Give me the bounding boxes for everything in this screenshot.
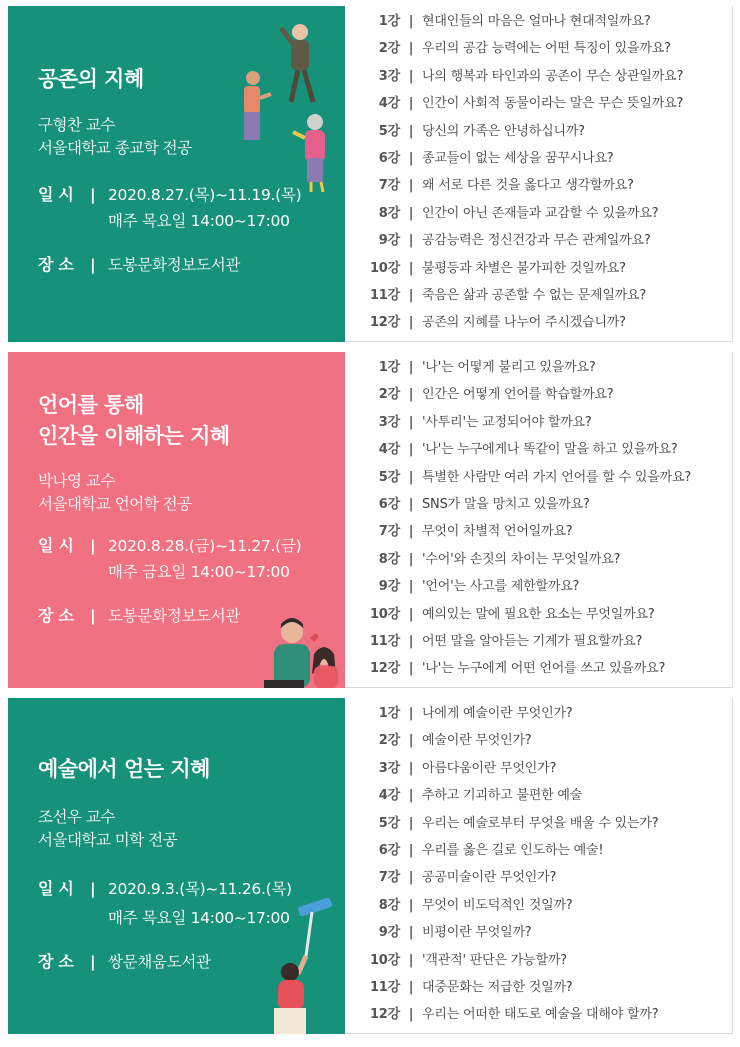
schedule-time: 매주 목요일 14:00~17:00 (108, 909, 290, 927)
lecture-topic: 우리를 옳은 길로 인도하는 예술! (422, 843, 604, 858)
professor-info (38, 806, 177, 852)
separator: | (408, 205, 414, 221)
course-info-panel (8, 6, 345, 342)
lecture-item (345, 200, 732, 227)
separator: | (408, 760, 414, 776)
lecture-number: 3강 (378, 414, 400, 430)
separator: | (408, 952, 414, 968)
lecture-topic: 무엇이 차별적 언어일까요? (422, 524, 573, 540)
lecture-number: 2강 (378, 387, 400, 403)
parent-child-illustration (258, 614, 345, 688)
lecture-number: 6강 (378, 497, 400, 512)
separator: | (408, 925, 414, 941)
professor-affiliation: 서울대학교 언어학 전공 (38, 495, 192, 513)
separator: | (408, 788, 414, 804)
lecture-topic: 무엇이 비도덕적인 것일까? (422, 897, 573, 913)
separator: | (408, 233, 414, 249)
separator: | (408, 360, 414, 375)
lecture-item (345, 810, 732, 837)
course-info-panel (8, 352, 345, 688)
title-line: 예술에서 얻는 지혜 (38, 757, 210, 781)
course-title (38, 390, 230, 452)
separator: | (408, 843, 414, 858)
lecture-number: 4강 (378, 96, 400, 112)
lecture-topic: 공공미술이란 무엇인가? (422, 870, 557, 886)
lecture-number: 11강 (369, 634, 400, 649)
lecture-number: 11강 (369, 288, 400, 303)
lecture-topic: 왜 서로 다른 것을 옳다고 생각할까요? (422, 178, 634, 194)
lecture-number: 7강 (378, 524, 400, 540)
lecture-number: 3강 (378, 68, 400, 84)
lecture-item (345, 282, 732, 309)
professor-info (38, 470, 192, 516)
separator: | (408, 414, 414, 430)
lecture-number: 4강 (378, 442, 400, 458)
lecture-topic: '나'는 어떻게 불리고 있을까요? (422, 360, 596, 375)
course-section-2 (8, 352, 733, 688)
separator: | (408, 661, 414, 677)
separator: | (408, 178, 414, 194)
venue-label: 장 소 (38, 952, 74, 971)
separator: | (408, 579, 414, 595)
lecture-topic: 죽음은 삶과 공존할 수 없는 문제일까요? (422, 288, 647, 303)
separator: | (408, 606, 414, 622)
separator: | (408, 870, 414, 886)
lecture-number: 10강 (369, 260, 400, 276)
separator: | (408, 980, 414, 995)
lecture-number: 4강 (378, 788, 400, 804)
lecture-topic: 인간은 어떻게 언어를 학습할까요? (422, 387, 614, 403)
lecture-number: 8강 (378, 205, 400, 221)
lecture-number: 5강 (378, 815, 400, 831)
schedule-dates: 2020.8.28.(금)~11.27.(금) (108, 537, 302, 555)
lecture-number: 2강 (378, 41, 400, 57)
venue-name: 도봉문화정보도서관 (108, 256, 241, 274)
lecture-item (345, 464, 732, 491)
schedule-label: 일 시 (38, 879, 74, 898)
lecture-topic: '언어'는 사고를 제한할까요? (422, 579, 580, 595)
lecture-topic: 현대인들의 마음은 얼마나 현대적일까요? (422, 14, 651, 29)
lecture-topic: 어떤 말을 알아듣는 기계가 필요할까요? (422, 634, 643, 649)
lecture-item (345, 145, 732, 172)
lecture-topic: 추하고 기괴하고 불편한 예술 (422, 788, 583, 804)
separator: | (90, 537, 96, 555)
schedule-row (38, 535, 301, 557)
schedule-row (38, 878, 292, 900)
lecture-number: 8강 (378, 897, 400, 913)
professor-affiliation: 서울대학교 미학 전공 (38, 831, 178, 849)
separator: | (408, 524, 414, 540)
course-section-3 (8, 698, 733, 1034)
lecture-topic: '객관적' 판단은 가능할까? (422, 952, 567, 968)
lecture-topic: 당신의 가족은 안녕하십니까? (422, 123, 585, 139)
lecture-number: 1강 (378, 706, 400, 721)
lecture-item (345, 837, 732, 864)
lecture-item (345, 655, 732, 682)
lecture-list-panel (345, 698, 733, 1034)
venue-row (38, 254, 240, 276)
elderly-people-illustration (233, 18, 345, 198)
lecture-number: 7강 (378, 870, 400, 886)
lecture-number: 2강 (378, 733, 400, 749)
lecture-number: 11강 (369, 980, 400, 995)
lecture-number: 9강 (378, 579, 400, 595)
course-section-1 (8, 6, 733, 342)
lecture-topic: 공감능력은 정신건강과 무슨 관계일까요? (422, 233, 651, 249)
separator: | (408, 68, 414, 84)
lecture-item (345, 381, 732, 408)
lecture-number: 9강 (378, 925, 400, 941)
lecture-item (345, 491, 732, 518)
separator: | (90, 953, 96, 971)
lecture-number: 9강 (378, 233, 400, 249)
venue-row (38, 605, 240, 627)
separator: | (408, 260, 414, 276)
lecture-list-panel (345, 6, 733, 342)
schedule-label: 일 시 (38, 185, 74, 204)
lecture-item (345, 255, 732, 282)
lecture-number: 5강 (378, 469, 400, 485)
lecture-item (345, 227, 732, 254)
lecture-number: 12강 (369, 1007, 400, 1023)
lecture-item (345, 63, 732, 90)
separator: | (90, 186, 96, 204)
lecture-item (345, 309, 732, 336)
lecture-item (345, 546, 732, 573)
lecture-topic: SNS가 말을 망치고 있을까요? (422, 497, 590, 512)
separator: | (408, 634, 414, 649)
lecture-topic: 특별한 사람만 여러 가지 언어를 할 수 있을까요? (422, 469, 692, 485)
lecture-item (345, 727, 732, 754)
lecture-topic: 대중문화는 저급한 것일까? (422, 980, 573, 995)
lecture-item (345, 118, 732, 145)
separator: | (408, 497, 414, 512)
course-info-panel (8, 698, 345, 1034)
lecture-item (345, 700, 732, 727)
separator: | (90, 607, 96, 625)
lecture-topic: 우리는 어떠한 태도로 예술을 대해야 할까? (422, 1007, 659, 1023)
separator: | (408, 469, 414, 485)
lecture-topic: 나의 행복과 타인과의 공존이 무슨 상관일까요? (422, 68, 684, 84)
lecture-item (345, 354, 732, 381)
separator: | (408, 706, 414, 721)
lecture-number: 7강 (378, 178, 400, 194)
schedule-time: 매주 금요일 14:00~17:00 (108, 563, 290, 581)
lecture-item (345, 864, 732, 891)
lecture-topic: 예술이란 무엇인가? (422, 733, 532, 749)
lecture-topic: '수어'와 손짓의 차이는 무엇일까요? (422, 551, 621, 567)
schedule-label: 일 시 (38, 536, 74, 555)
lecture-item (345, 172, 732, 199)
lecture-number: 3강 (378, 760, 400, 776)
lecture-item (345, 518, 732, 545)
lecture-item (345, 90, 732, 117)
venue-label: 장 소 (38, 255, 74, 274)
lecture-topic: 인간이 사회적 동물이라는 말은 무슨 뜻일까요? (422, 96, 684, 112)
lecture-list-panel (345, 352, 733, 688)
lecture-number: 12강 (369, 315, 400, 331)
lecture-topic: 인간이 아닌 존재들과 교감할 수 있을까요? (422, 205, 659, 221)
lecture-item (345, 782, 732, 809)
professor-info (38, 114, 192, 160)
lecture-item (345, 409, 732, 436)
lecture-number: 1강 (378, 14, 400, 29)
lecture-item (345, 628, 732, 655)
separator: | (408, 1007, 414, 1023)
lecture-item (345, 35, 732, 62)
professor-affiliation: 서울대학교 종교학 전공 (38, 139, 192, 157)
lecture-item (345, 947, 732, 974)
lecture-item (345, 436, 732, 463)
lecture-number: 6강 (378, 843, 400, 858)
professor-name: 박나영 교수 (38, 472, 115, 490)
course-title (38, 64, 144, 95)
separator: | (408, 315, 414, 331)
separator: | (408, 733, 414, 749)
venue-label: 장 소 (38, 606, 74, 625)
separator: | (408, 288, 414, 303)
separator: | (90, 256, 96, 274)
lecture-item (345, 1001, 732, 1028)
professor-name: 구형찬 교수 (38, 116, 115, 134)
lecture-number: 1강 (378, 360, 400, 375)
lecture-item (345, 8, 732, 35)
course-title (38, 754, 210, 785)
lecture-topic: 우리의 공감 능력에는 어떤 특징이 있을까요? (422, 41, 671, 57)
lecture-item (345, 974, 732, 1001)
title-line: 공존의 지혜 (38, 67, 144, 91)
separator: | (408, 442, 414, 458)
lecture-topic: '사투리'는 교정되어야 할까요? (422, 414, 592, 430)
separator: | (408, 41, 414, 57)
lecture-topic: '나'는 누구에게나 똑같이 말을 하고 있을까요? (422, 442, 678, 458)
lecture-topic: 나에게 예술이란 무엇인가? (422, 706, 573, 721)
separator: | (408, 815, 414, 831)
lecture-number: 6강 (378, 151, 400, 166)
title-line: 인간을 이해하는 지혜 (38, 424, 230, 448)
lecture-item (345, 919, 732, 946)
lecture-number: 5강 (378, 123, 400, 139)
venue-name: 쌍문채움도서관 (108, 953, 211, 971)
venue-name: 도봉문화정보도서관 (108, 607, 241, 625)
separator: | (408, 387, 414, 403)
separator: | (90, 880, 96, 898)
title-line: 언어를 통해 (38, 393, 144, 417)
lecture-number: 10강 (369, 952, 400, 968)
lecture-topic: '나'는 누구에게 어떤 언어를 쓰고 있을까요? (422, 661, 666, 677)
lecture-number: 8강 (378, 551, 400, 567)
lecture-item (345, 892, 732, 919)
lecture-item (345, 601, 732, 628)
lecture-item (345, 755, 732, 782)
professor-name: 조선우 교수 (38, 808, 115, 826)
lecture-topic: 아름다움이란 무엇인가? (422, 760, 557, 776)
lecture-topic: 종교들이 없는 세상을 꿈꾸시나요? (422, 151, 614, 166)
painter-roller-illustration (260, 896, 345, 1034)
separator: | (408, 151, 414, 166)
schedule-dates: 2020.9.3.(목)~11.26.(목) (108, 880, 292, 898)
separator: | (408, 123, 414, 139)
separator: | (408, 96, 414, 112)
lecture-topic: 우리는 예술로부터 무엇을 배울 수 있는가? (422, 815, 659, 831)
lecture-topic: 비평이란 무엇일까? (422, 925, 532, 941)
lecture-topic: 예의있는 말에 필요한 요소는 무엇일까요? (422, 606, 655, 622)
lecture-number: 10강 (369, 606, 400, 622)
lecture-topic: 공존의 지혜를 나누어 주시겠습니까? (422, 315, 626, 331)
lecture-topic: 불평등과 차별은 불가피한 것일까요? (422, 260, 626, 276)
schedule-time: 매주 목요일 14:00~17:00 (108, 212, 290, 230)
separator: | (408, 551, 414, 567)
schedule-dates: 2020.8.27.(목)~11.19.(목) (108, 186, 302, 204)
separator: | (408, 897, 414, 913)
lecture-number: 12강 (369, 661, 400, 677)
separator: | (408, 14, 414, 29)
venue-row (38, 951, 211, 973)
lecture-item (345, 573, 732, 600)
